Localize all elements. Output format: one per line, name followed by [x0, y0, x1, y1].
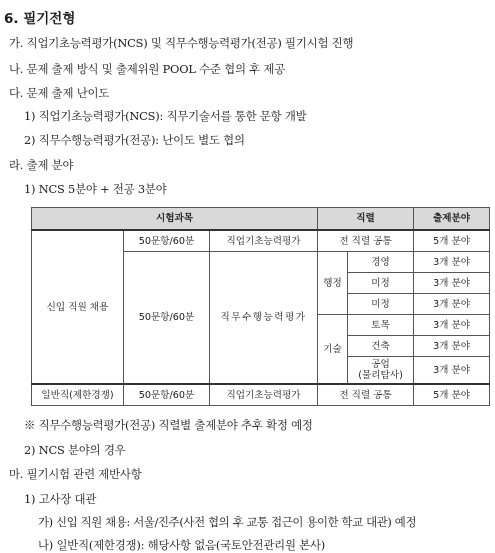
- table-row: [32, 230, 490, 252]
- item-ma-1: 1) 고사장 대관: [24, 492, 97, 506]
- all-series-cell: 전 직렬 공통: [318, 384, 414, 406]
- item-ma-1-na: 나) 일반직(제한경쟁): 해당사항 없음(국토안전관리원 본사): [38, 538, 326, 552]
- count-cell: 50문항/60분: [124, 230, 210, 252]
- header-field: 출제분야: [414, 208, 490, 231]
- table-row: [32, 384, 490, 406]
- new-hire-label: 신입 직원 채용: [32, 230, 124, 384]
- field-cell: 3개 분야: [414, 294, 490, 315]
- header-subject: 시험과목: [32, 208, 318, 231]
- field-cell: 3개 분야: [414, 357, 490, 385]
- item-da: 다. 문제 출제 난이도: [9, 86, 110, 100]
- item-ga: 가. 직업기초능력평가(NCS) 및 직무수행능력평가(전공) 필기시험 진행: [9, 36, 354, 50]
- field-cell: 3개 분야: [414, 315, 490, 336]
- sub-series-cell: 미정: [348, 294, 414, 315]
- item-ma-1-ga: 가) 신입 직원 채용: 서울/진주(사전 협의 후 교통 접근이 용이한 학교 대관) 예정: [38, 515, 417, 529]
- admin-cell: 행정: [318, 252, 348, 315]
- sub-series-cell: 건축: [348, 336, 414, 357]
- field-cell: 5개 분야: [414, 384, 490, 406]
- field-cell: 3개 분야: [414, 336, 490, 357]
- exam-subject-table: [31, 207, 490, 406]
- sub-series-cell: 토목: [348, 315, 414, 336]
- field-cell: 3개 분야: [414, 273, 490, 294]
- note: ※ 직무수행능력평가(전공) 직렬별 출제분야 추후 확정 예정: [24, 418, 313, 432]
- sub-series-cell: 공업 (물리탐사): [348, 357, 414, 385]
- count-cell: 50문항/60분: [124, 384, 210, 406]
- item-ra-2: 2) NCS 분야의 경우: [24, 443, 126, 457]
- item-da-1: 1) 직업기초능력평가(NCS): 직무기술서를 통한 문항 개발: [24, 109, 307, 123]
- section-title: 6. 필기전형: [4, 11, 76, 27]
- ncs-cell: 직업기초능력평가: [210, 384, 318, 406]
- item-ra-1: 1) NCS 5분야 + 전공 3분야: [24, 182, 167, 196]
- all-series-cell: 전 직렬 공통: [318, 230, 414, 252]
- count-cell: 50문항/60분: [124, 252, 210, 385]
- header-series: 직렬: [318, 208, 414, 231]
- item-ra: 라. 출제 분야: [9, 158, 74, 172]
- item-ma: 마. 필기시험 관련 제반사항: [9, 467, 142, 481]
- item-da-2: 2) 직무수행능력평가(전공): 난이도 별도 협의: [24, 133, 245, 147]
- field-cell: 5개 분야: [414, 230, 490, 252]
- tech-cell: 기술: [318, 315, 348, 385]
- item-na: 나. 문제 출제 방식 및 출제위원 POOL 수준 협의 후 제공: [9, 62, 285, 76]
- ncs-cell: 직업기초능력평가: [210, 230, 318, 252]
- sub-series-cell: 경영: [348, 252, 414, 273]
- sub-series-cell: 미정: [348, 273, 414, 294]
- field-cell: 3개 분야: [414, 252, 490, 273]
- job-cell: 직무수행능력평가: [210, 252, 318, 385]
- general-label: 일반직(제한경쟁): [32, 384, 124, 406]
- table-header-row: [32, 208, 490, 231]
